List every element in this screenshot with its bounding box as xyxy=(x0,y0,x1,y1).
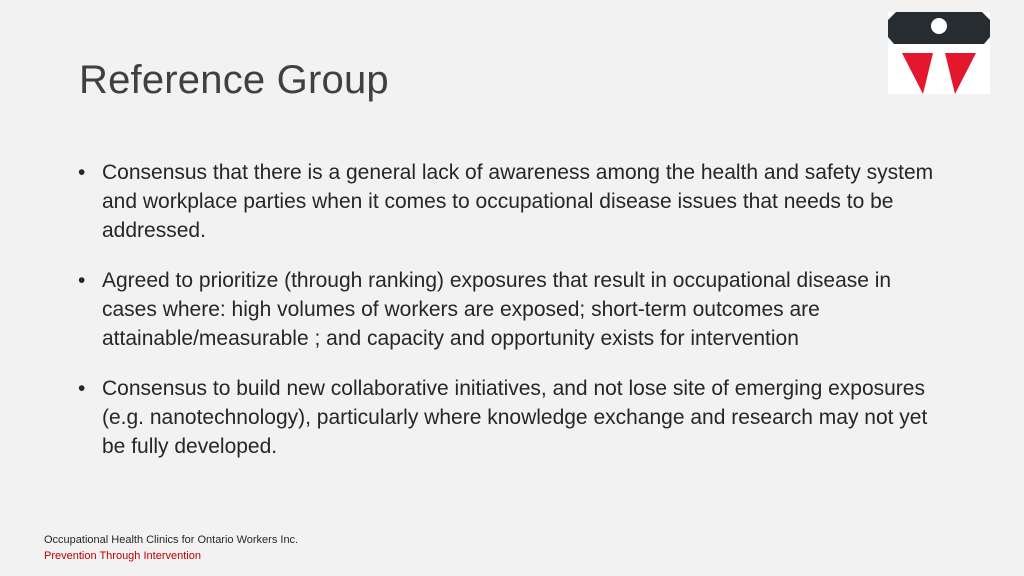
bullet-item xyxy=(76,158,946,245)
bullet-item xyxy=(76,266,946,353)
bullet-dot: • xyxy=(78,377,86,400)
ohcow-logo-icon xyxy=(888,12,990,94)
bullet-dot: • xyxy=(78,161,86,184)
footer xyxy=(44,532,298,564)
bullet-dot: • xyxy=(78,269,86,292)
footer-organization: Occupational Health Clinics for Ontario Workers Inc. xyxy=(44,534,299,546)
bullet-list xyxy=(76,158,946,482)
bullet-text: Consensus that there is a general lack of awareness among the health and safety system and workplace parties when it comes to occupational disease issues that needs to be addressed. xyxy=(102,161,934,242)
slide-title: Reference Group xyxy=(79,58,389,102)
bullet-item xyxy=(76,374,946,461)
bullet-text: Consensus to build new collaborative initiatives, and not lose site of emerging exposures (e.g. nanotechnology), particularly where knowledge exchange and research may not yet be fully developed. xyxy=(102,377,928,458)
bullet-text: Agreed to prioritize (through ranking) exposures that result in occupational disease in cases where: high volumes of workers are exposed; short-term outcomes are attainable/measurable ; and capacity and opportunity exists for intervention xyxy=(102,269,892,350)
footer-tagline: Prevention Through Intervention xyxy=(44,550,201,562)
